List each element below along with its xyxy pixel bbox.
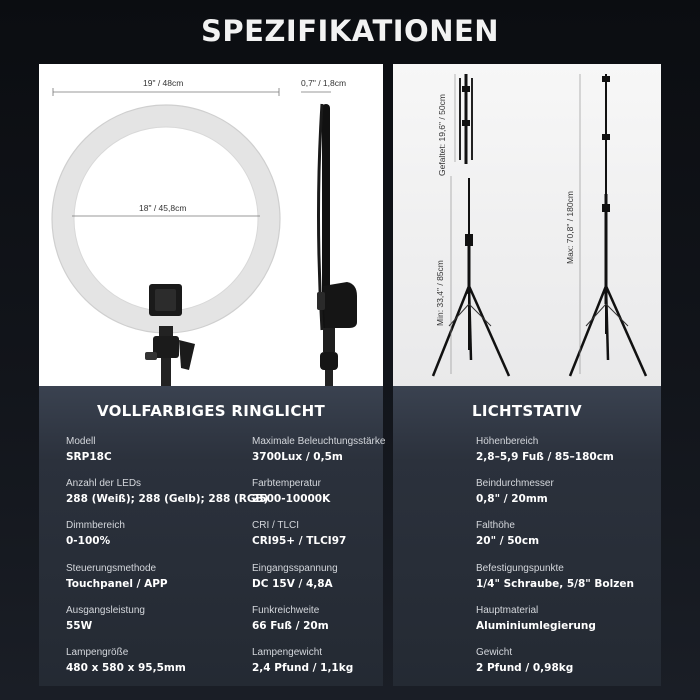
ringlight-heading: VOLLFARBIGES RINGLICHT bbox=[96, 402, 326, 420]
spec-item bbox=[476, 647, 573, 674]
spec-label: Lampengewicht bbox=[252, 647, 323, 658]
ringlight-illustration bbox=[39, 64, 383, 386]
spec-item bbox=[66, 520, 125, 547]
spec-value: 1/4" Schraube, 5/8" Bolzen bbox=[476, 578, 634, 590]
spec-label: Ausgangsleistung bbox=[66, 605, 145, 616]
spec-item bbox=[476, 563, 634, 590]
stand-illustration bbox=[393, 64, 661, 386]
spec-item bbox=[66, 563, 168, 590]
spec-label: Beindurchmesser bbox=[476, 478, 554, 489]
spec-label: Farbtemperatur bbox=[252, 478, 321, 489]
spec-value: 480 x 580 x 95,5mm bbox=[66, 662, 186, 674]
spec-value: CRI95+ / TLCI97 bbox=[252, 535, 347, 547]
spec-label: Gewicht bbox=[476, 647, 513, 658]
spec-label: Funkreichweite bbox=[252, 605, 320, 616]
spec-item bbox=[252, 478, 330, 505]
spec-item bbox=[476, 605, 596, 632]
spec-label: Eingangsspannung bbox=[252, 563, 338, 574]
stand-max-dim: Max: 70,8" / 180cm bbox=[565, 191, 575, 264]
spec-item bbox=[476, 478, 554, 505]
spec-item bbox=[66, 647, 186, 674]
spec-value: 2 Pfund / 0,98kg bbox=[476, 662, 574, 674]
spec-label: Höhenbereich bbox=[476, 436, 539, 447]
spec-item bbox=[252, 605, 329, 632]
spec-label: Falthöhe bbox=[476, 520, 515, 531]
spec-value: 2,8–5,9 Fuß / 85–180cm bbox=[476, 451, 614, 463]
spec-value: 2,4 Pfund / 1,1kg bbox=[252, 662, 354, 674]
spec-item bbox=[476, 520, 539, 547]
spec-value: 2500-10000K bbox=[252, 493, 331, 505]
spec-value: Aluminiumlegierung bbox=[476, 620, 596, 632]
spec-item bbox=[66, 478, 268, 505]
spec-value: 0,8" / 20mm bbox=[476, 493, 548, 505]
spec-label: Steuerungsmethode bbox=[66, 563, 157, 574]
ringlight-inner-dim: 18" / 45,8cm bbox=[139, 203, 187, 213]
spec-value: 3700Lux / 0,5m bbox=[252, 451, 343, 463]
spec-item bbox=[252, 520, 346, 547]
spec-item bbox=[476, 436, 614, 463]
stand-image-panel bbox=[393, 64, 661, 386]
spec-label: Befestigungspunkte bbox=[476, 563, 564, 574]
spec-value: 55W bbox=[66, 620, 93, 632]
page-title: SPEZIFIKATIONEN bbox=[200, 14, 500, 48]
stand-specs-panel bbox=[393, 386, 661, 686]
ringlight-depth-dim: 0,7" / 1,8cm bbox=[301, 78, 347, 88]
spec-item bbox=[252, 563, 338, 590]
spec-label: Modell bbox=[66, 436, 96, 447]
spec-item bbox=[66, 436, 112, 463]
spec-item bbox=[252, 647, 353, 674]
ringlight-specs-panel bbox=[39, 386, 386, 686]
stand-folded-dim: Gefaltet: 19,6" / 50cm bbox=[437, 94, 447, 176]
spec-value: 66 Fuß / 20m bbox=[252, 620, 329, 632]
spec-label: Lampengröße bbox=[66, 647, 129, 658]
stand-heading: LICHTSTATIV bbox=[472, 402, 582, 420]
ringlight-image-panel bbox=[39, 64, 383, 386]
spec-label: Anzahl der LEDs bbox=[66, 478, 142, 489]
spec-item bbox=[66, 605, 145, 632]
spec-label: Hauptmaterial bbox=[476, 605, 539, 616]
spec-item bbox=[252, 436, 385, 463]
ringlight-width-dim: 19" / 48cm bbox=[143, 78, 184, 88]
spec-value: 0-100% bbox=[66, 535, 111, 547]
spec-value: 20" / 50cm bbox=[476, 535, 540, 547]
spec-value: 288 (Weiß); 288 (Gelb); 288 (RGB) bbox=[66, 493, 269, 505]
stand-min-dim: Min: 33,4" / 85cm bbox=[435, 260, 445, 326]
spec-label: Dimmbereich bbox=[66, 520, 125, 531]
spec-value: DC 15V / 4,8A bbox=[252, 578, 333, 590]
spec-label: Maximale Beleuchtungsstärke bbox=[252, 436, 386, 447]
spec-label: CRI / TLCI bbox=[252, 520, 300, 531]
spec-value: SRP18C bbox=[66, 451, 112, 463]
spec-value: Touchpanel / APP bbox=[66, 578, 168, 590]
